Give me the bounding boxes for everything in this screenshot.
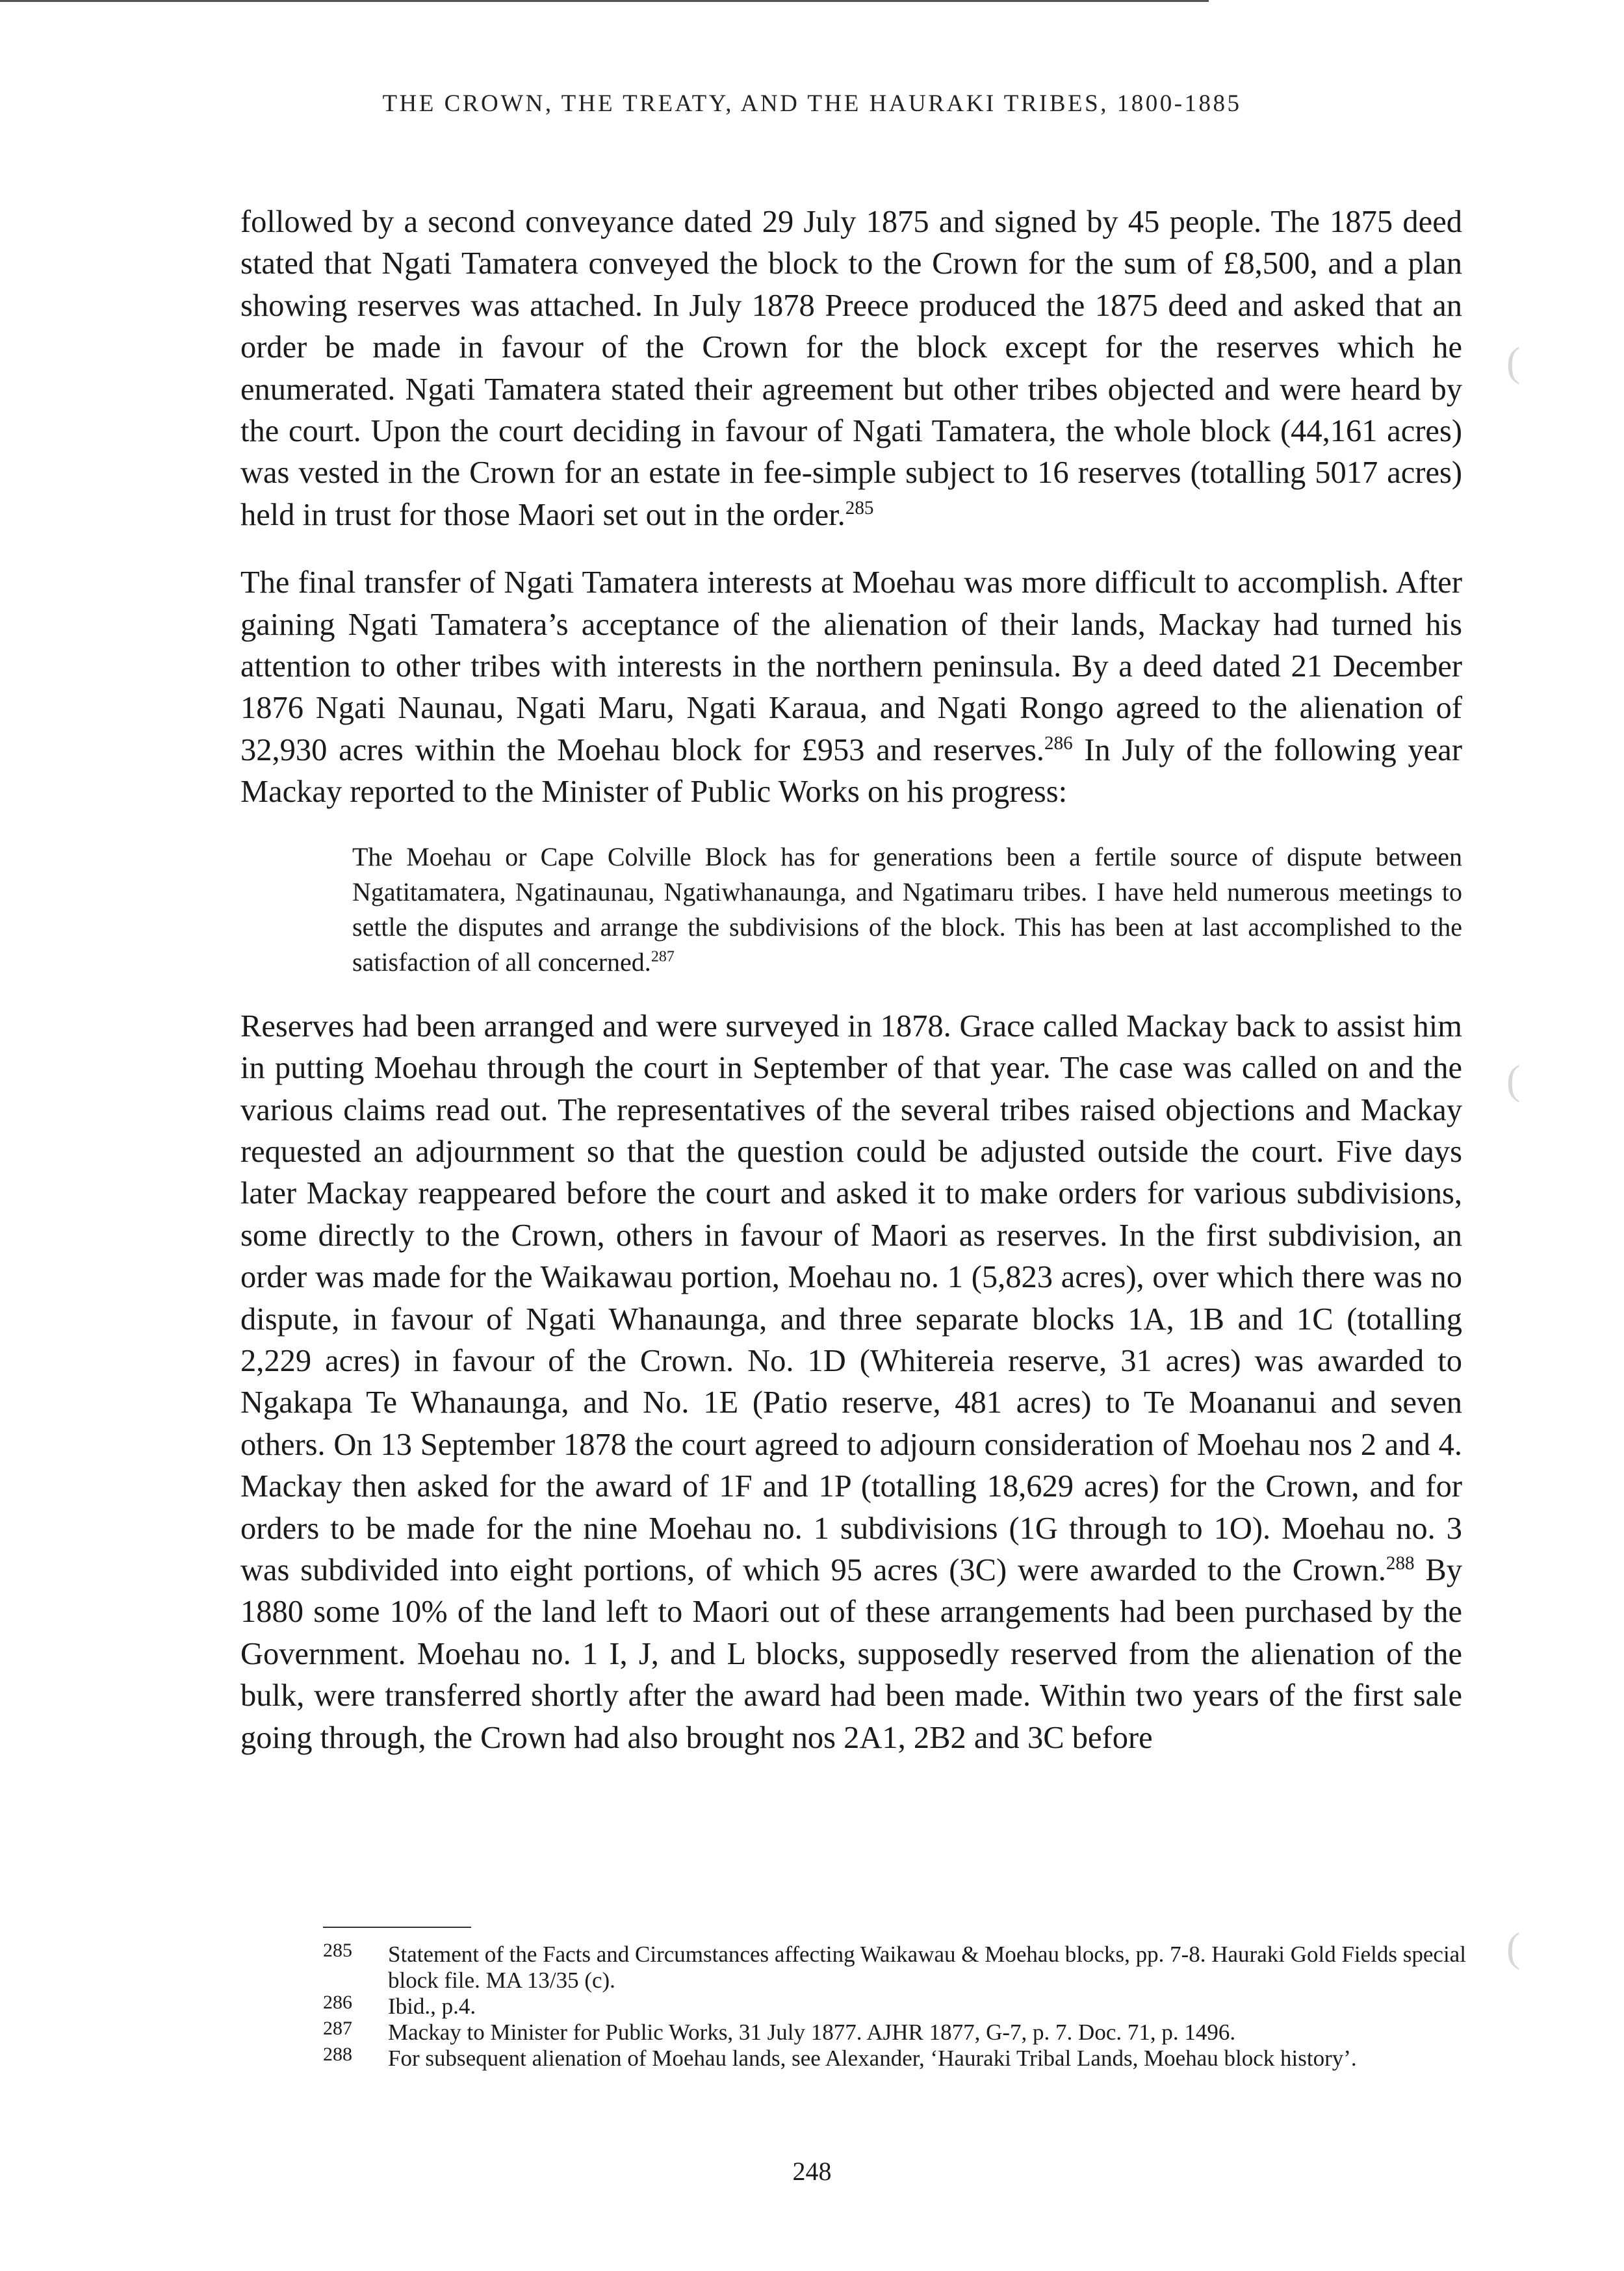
paragraph-text-continued: By 1880 some 10% of the land left to Maori out of these arrangements had been purchased by the Government. Moehau no. 1 I, J, and L blocks, supposedly reserved from the alienation of the bulk, were transferred shortly after the award had been made. Within two years of the first sale going through, the Crown had also brought nos 2A1, 2B2 and 3C before — [240, 1552, 1462, 1755]
paragraph-text-continued: In July of the following year Mackay reported to the Minister of Public Works on his progress: — [240, 732, 1462, 810]
footnote-number: 285 — [323, 1940, 352, 1961]
margin-binding-mark: ( — [1506, 339, 1521, 385]
footnote-rule — [323, 1927, 471, 1928]
paragraph-2 — [240, 562, 1462, 813]
footnote-text: Ibid., p.4. — [388, 1994, 476, 2019]
paragraph-text: The final transfer of Ngati Tamatera interests at Moehau was more difficult to accomplish. After gaining Ngati Tamatera’s acceptance of the alienation of their lands, Mackay had turned his attention to other tribes with interests in the northern peninsula. By a deed dated 21 December 1876 Ngati Naunau, Ngati Maru, Ngati Karaua, and Ngati Rongo agreed to the alienation of 32,930 acres within the Moehau block for £953 and reserves. — [240, 565, 1462, 767]
margin-binding-mark: ( — [1506, 1057, 1521, 1103]
footnote-number: 287 — [323, 2018, 352, 2039]
running-head: THE CROWN, THE TREATY, AND THE HAURAKI TRIBES, 1800-1885 — [382, 90, 1242, 117]
footnote-288 — [323, 2046, 1467, 2072]
block-quote — [240, 840, 1462, 980]
footnote-ref-285[interactable]: 285 — [845, 497, 874, 519]
footnote-text: Mackay to Minister for Public Works, 31 July 1877. AJHR 1877, G-7, p. 7. Doc. 71, p. 1496. — [388, 2020, 1236, 2045]
footnote-ref-286[interactable]: 286 — [1044, 732, 1073, 754]
body-text — [240, 201, 1462, 1785]
footnote-text: Statement of the Facts and Circumstances affecting Waikawau & Moehau blocks, pp. 7-8. Hauraki Gold Fields special block file. MA 13/35 (c). — [388, 1942, 1466, 1993]
page-number: 248 — [792, 2157, 832, 2186]
footnotes — [323, 1942, 1467, 2072]
top-rule — [0, 0, 1209, 2]
footnote-286 — [323, 1994, 1467, 2020]
paragraph-text: followed by a second conveyance dated 29 July 1875 and signed by 45 people. The 1875 deed stated that Ngati Tamatera conveyed the block to the Crown for the sum of £8,500, and a plan showing reserves was attached. In July 1878 Preece produced the 1875 deed and asked that an order be made in favour of the Crown for the block except for the reserves which he enumerated. Ngati Tamatera stated their agreement but other tribes objected and were heard by the court. Upon the court deciding in favour of Ngati Tamatera, the whole block (44,161 acres) was vested in the Crown for an estate in fee-simple subject to 16 reserves (totalling 5017 acres) held in trust for those Maori set out in the order. — [240, 205, 1462, 532]
footnote-287 — [323, 2020, 1467, 2046]
footnote-ref-287[interactable]: 287 — [651, 948, 675, 966]
margin-binding-mark: ( — [1506, 1924, 1521, 1970]
paragraph-3 — [240, 1006, 1462, 1759]
quote-text: The Moehau or Cape Colville Block has for generations been a fertile source of dispute between Ngatitamatera, Ngatinaunau, Ngatiwhanaunga, and Ngatimaru tribes. I have held numerous meetings to settle the disputes and arrange the subdivisions of the block. This has been at last accomplished to the satisfaction of all concerned. — [352, 841, 1462, 977]
footnote-number: 286 — [323, 1992, 352, 2013]
paragraph-1 — [240, 201, 1462, 536]
footnote-text: For subsequent alienation of Moehau lands, see Alexander, ‘Hauraki Tribal Lands, Moehau block history’. — [388, 2046, 1357, 2071]
paragraph-text: Reserves had been arranged and were surveyed in 1878. Grace called Mackay back to assist him in putting Moehau through the court in September of that year. The case was called on and the various claims read out. The representatives of the several tribes raised objections and Mackay requested an adjournment so that the question could be adjusted outside the court. Five days later Mackay reappeared before the court and asked it to make orders for various subdivisions, some directly to the Crown, others in favour of Maori as reserves. In the first subdivision, an order was made for the Waikawau portion, Moehau no. 1 (5,823 acres), over which there was no dispute, in favour of Ngati Whanaunga, and three separate blocks 1A, 1B and 1C (totalling 2,229 acres) in favour of the Crown. No. 1D (Whitereia reserve, 31 acres) was awarded to Ngakapa Te Whanaunga, and No. 1E (Patio reserve, 481 acres) to Te Moananui and seven others. On 13 September 1878 the court agreed to adjourn consideration of Moehau nos 2 and 4. Mackay then asked for the award of 1F and 1P (totalling 18,629 acres) for the Crown, and for orders to be made for the nine Moehau no. 1 subdivisions (1G through to 1O). Moehau no. 3 was subdivided into eight portions, of which 95 acres (3C) were awarded to the Crown. — [240, 1008, 1462, 1587]
footnote-ref-288[interactable]: 288 — [1386, 1552, 1415, 1574]
footnote-number: 288 — [323, 2044, 352, 2065]
footnote-285 — [323, 1942, 1467, 1994]
